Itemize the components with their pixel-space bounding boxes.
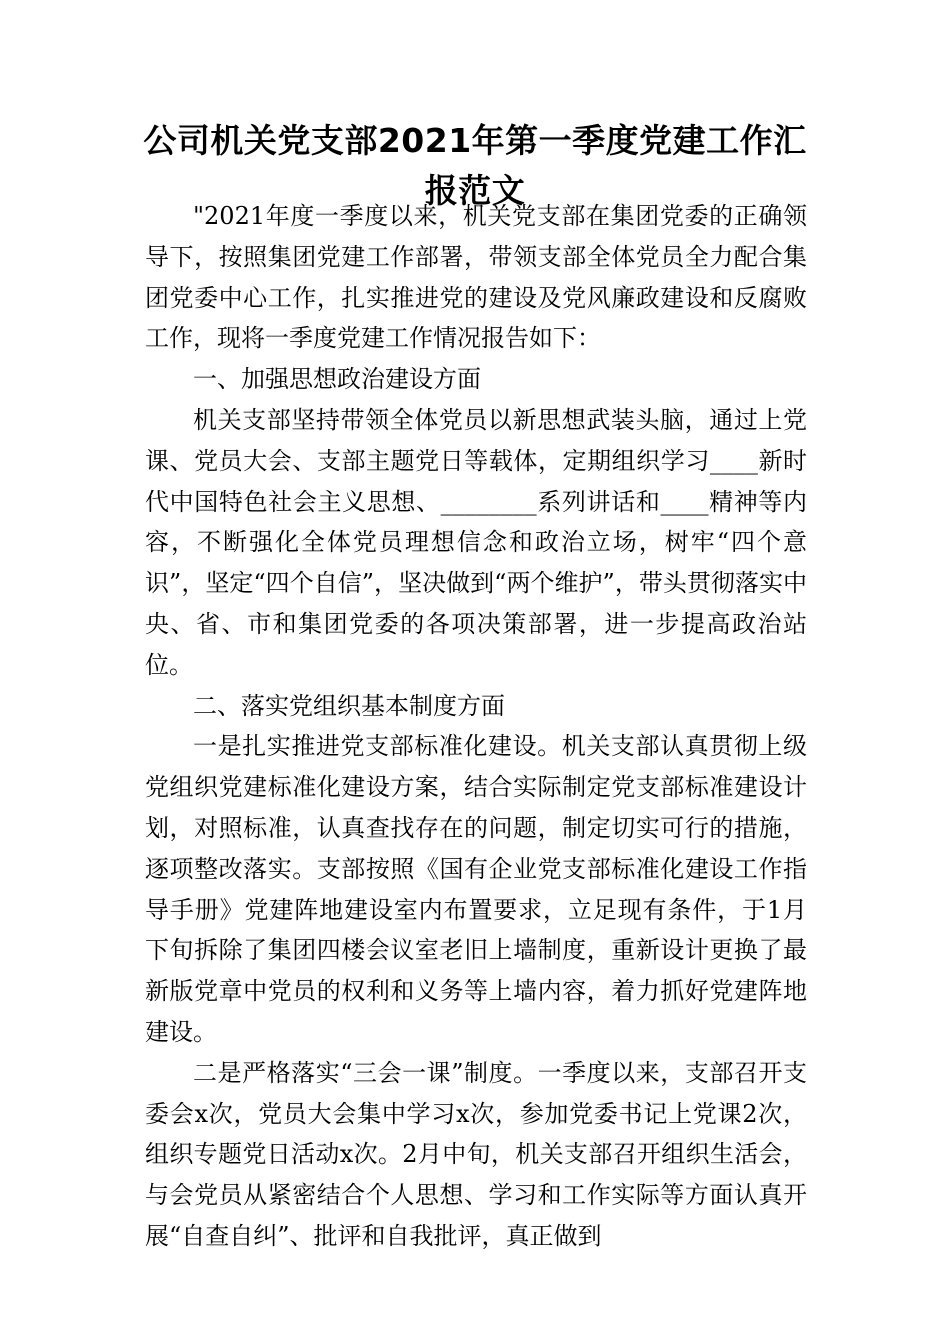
section-2-paragraph-2: 二是严格落实“三会一课”制度。一季度以来，支部召开支委会x次，党员大会集中学习x次，参加党委书记上党课2次，组织专题党日活动x次。2月中旬，机关支部召开组织生活会，与会党员从紧密结合个人思想、学习和工作实际等方面认真开展“自查自纠”、批评和自我批评，真正做到: [145, 1058, 807, 1250]
section-heading-1: 一、加强思想政治建设方面: [193, 365, 481, 394]
section-1-paragraph: 机关支部坚持带领全体党员以新思想武装头脑，通过上党课、党员大会、支部主题党日等载体，定期组织学习____新时代中国特色社会主义思想、________系列讲话和____精神等内容，不断强化全体党员理想信念和政治立场，树牢“四个意识”，坚定“四个自信”，坚决做到“两个维护”，带头贯彻落实中央、省、市和集团党委的各项决策部署，进一步提高政治站位。: [145, 405, 807, 679]
section-heading-2: 二、落实党组织基本制度方面: [193, 691, 505, 720]
document-title: 公司机关党支部2021年第一季度党建工作汇报范文: [143, 121, 807, 210]
section-2-paragraph-1: 一是扎实推进党支部标准化建设。机关支部认真贯彻上级党组织党建标准化建设方案，结合实际制定党支部标准建设计划，对照标准，认真查找存在的问题，制定切实可行的措施，逐项整改落实。支部按照《国有企业党支部标准化建设工作指导手册》党建阵地建设室内布置要求，立足现有条件，于1月下旬拆除了集团四楼会议室老旧上墙制度，重新设计更换了最新版党章中党员的权利和义务等上墙内容，着力抓好党建阵地建设。: [145, 732, 807, 1046]
intro-paragraph: "2021年度一季度以来，机关党支部在集团党委的正确领导下，按照集团党建工作部署，带领支部全体党员全力配合集团党委中心工作，扎实推进党的建设及党风廉政建设和反腐败工作，现将一季度党建工作情况报告如下：: [145, 202, 807, 353]
document-body: [145, 196, 807, 1257]
